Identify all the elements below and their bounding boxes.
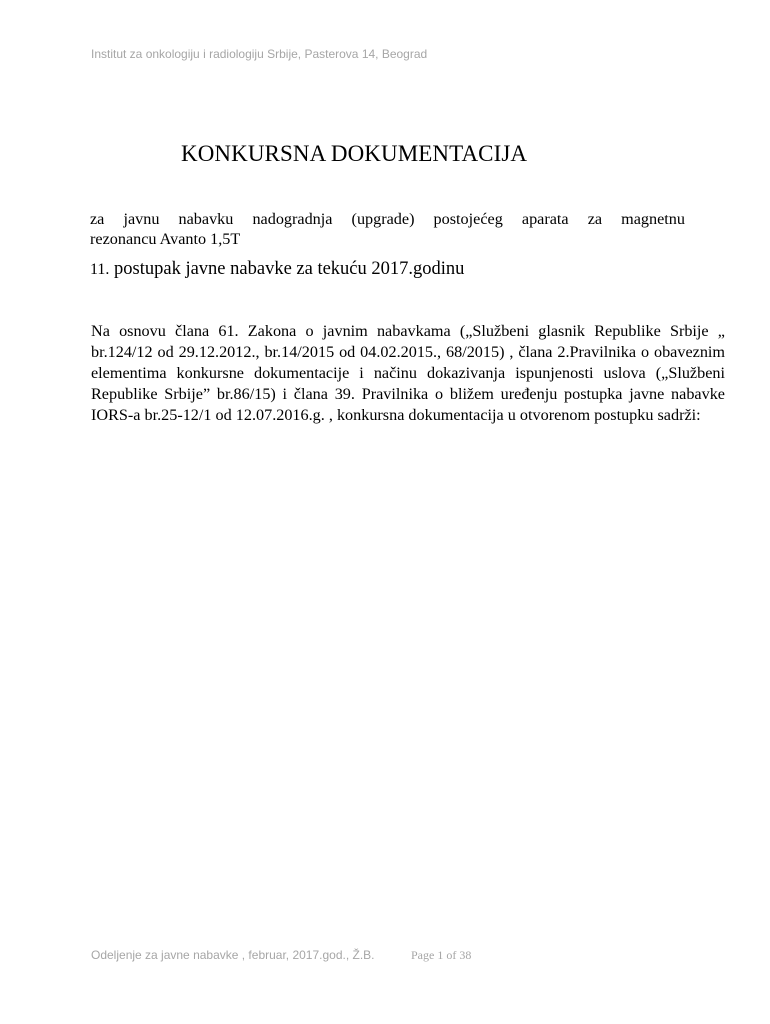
subject-line-2: rezonancu Avanto 1,5T bbox=[90, 230, 241, 248]
body-paragraph: Na osnovu člana 61. Zakona o javnim nabavkama („Službeni glasnik Republike Srbije „ br.124/12 od 29.12.2012., br.14/2015 od 04.02.2015., 68/2015) , člana 2.Pravilnika o obaveznim elementima konkursne dokumentacije i načinu dokazivanja ispunjenosti uslova („Službeni Republike Srbije” br.86/15) i člana 39. Pravilnika o bližem uređenju postupka javne nabavke IORS-a br.25-12/1 od 12.07.2016.g. , konkursna dokumentacija u otvorenom postupku sadrži: bbox=[91, 322, 725, 424]
procedure-heading bbox=[90, 259, 464, 280]
document-title: KONKURSNA DOKUMENTACIJA bbox=[181, 141, 528, 166]
page-header: Institut za onkologiju i radiologiju Srbije, Pasterova 14, Beograd bbox=[91, 47, 428, 61]
page-footer bbox=[91, 948, 472, 962]
footer-department: Odeljenje za javne nabavke , februar, 2017.god., Ž.B. bbox=[91, 948, 375, 962]
page-number: Page 1 of 38 bbox=[411, 948, 472, 962]
procurement-subject bbox=[90, 209, 685, 249]
procedure-text: postupak javne nabavke za tekuću 2017.godinu bbox=[109, 259, 465, 279]
subject-line-1: za javnu nabavku nadogradnja (upgrade) postojećeg aparata za magnetnu bbox=[90, 210, 685, 228]
procedure-number: 11. bbox=[90, 261, 110, 278]
